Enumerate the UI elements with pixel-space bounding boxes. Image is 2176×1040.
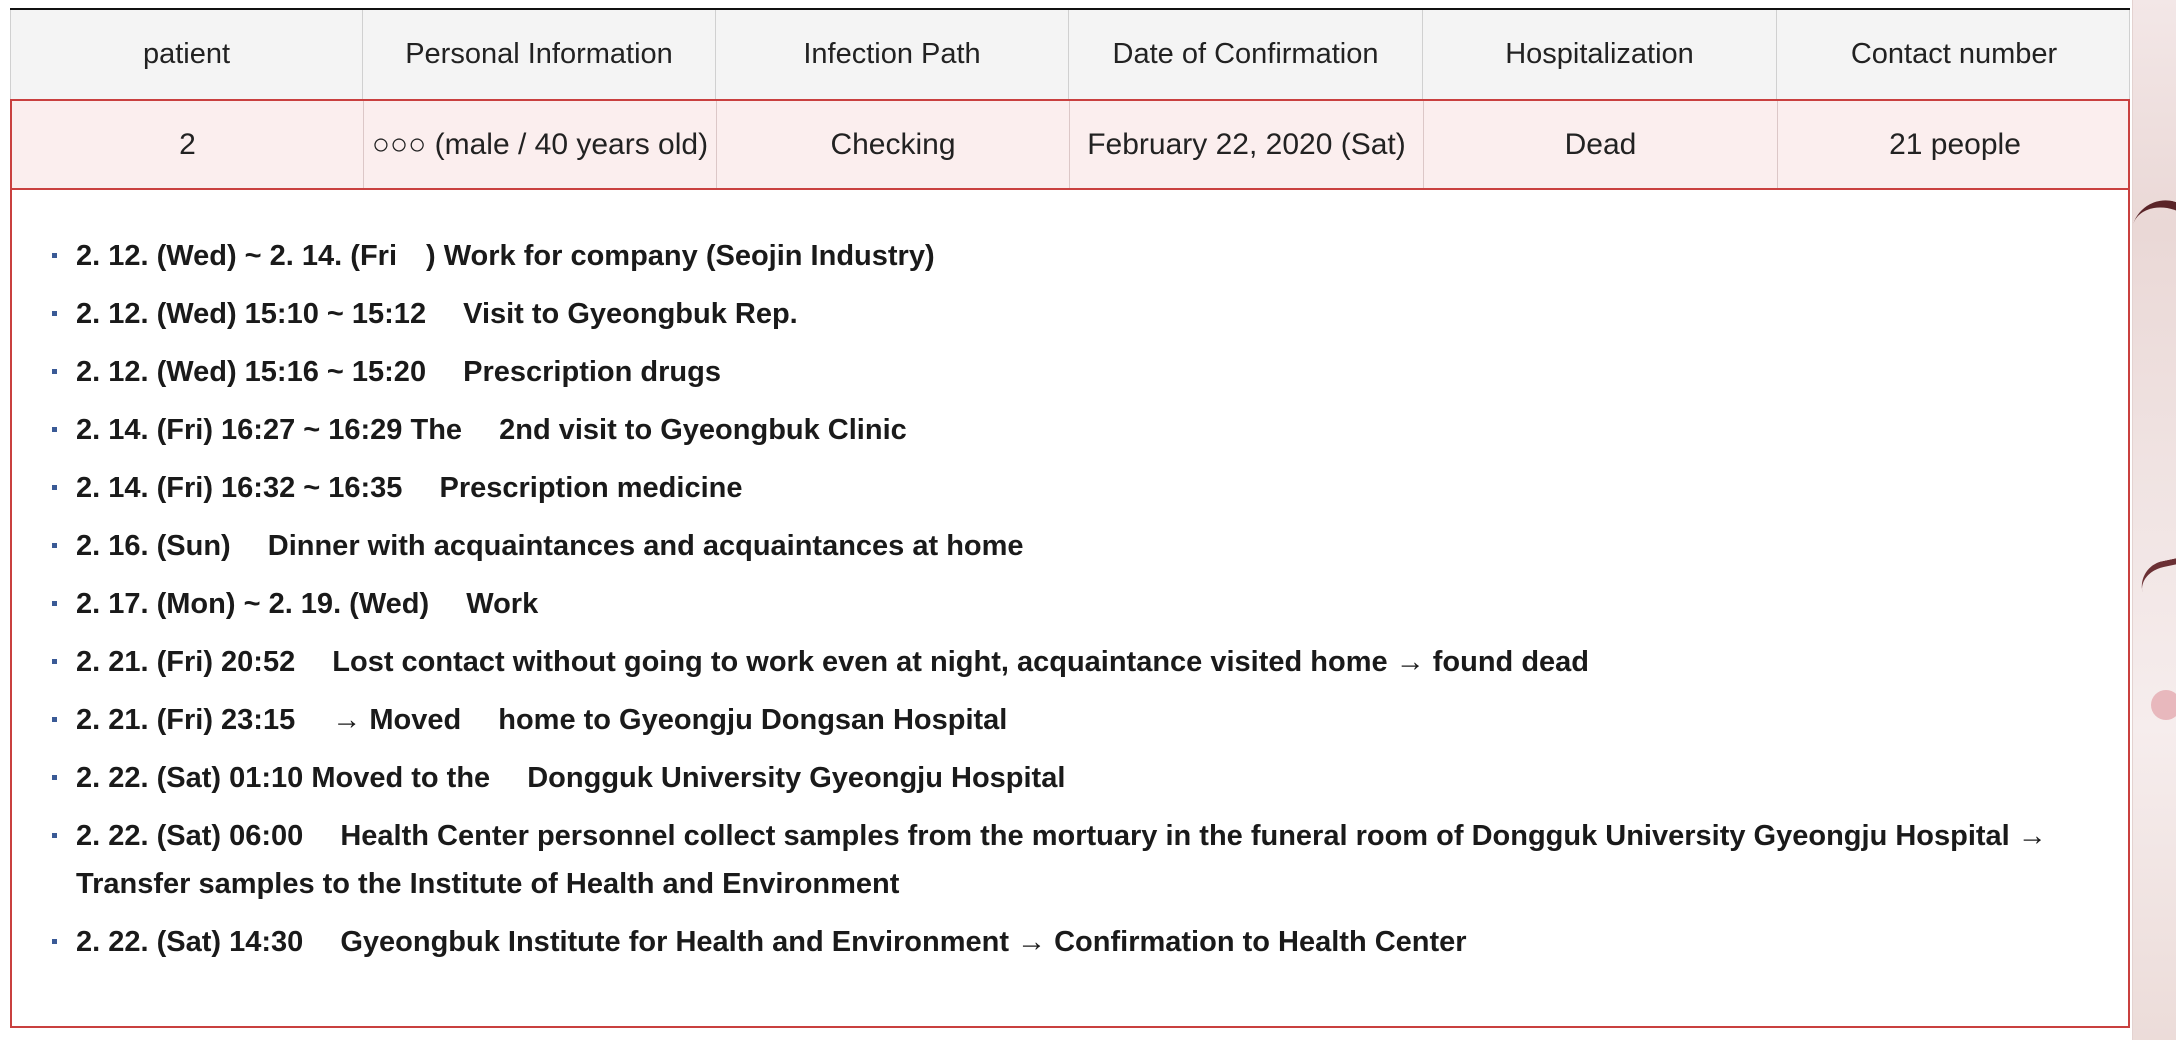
cell-contact-number: 21 people: [1889, 127, 2021, 161]
list-item: [52, 232, 2066, 280]
bullet-icon: [52, 311, 57, 316]
timeline-text: 2. 12. (Wed) ~ 2. 14. (Fri ) Work for company (Seojin Industry): [76, 240, 935, 272]
list-item: [52, 464, 2066, 512]
list-item: [52, 580, 2066, 628]
timeline-text: 2. 17. (Mon) ~ 2. 19. (Wed) Work: [76, 588, 539, 620]
header-hospitalization: Hospitalization: [1423, 10, 1777, 99]
branch-decoration: [2133, 192, 2176, 243]
background-photo-edge: [2132, 0, 2176, 1040]
bullet-icon: [52, 253, 57, 258]
list-item: [52, 754, 2066, 802]
bullet-icon: [52, 601, 57, 606]
timeline-text: 2. 22. (Sat) 06:00 Health Center personnel collect samples from the mortuary in the funeral room of Dongguk University Gyeongju Hospital → Transfer samples to the Institute of Health and Environment: [76, 820, 2047, 900]
header-contact-number: Contact number: [1850, 38, 2058, 70]
bullet-icon: [52, 717, 57, 722]
timeline-text: 2. 22. (Sat) 01:10 Moved to the Dongguk University Gyeongju Hospital: [76, 762, 1066, 794]
header-patient: patient: [11, 10, 363, 99]
cell-hospitalization: Dead: [1424, 101, 1778, 188]
timeline-text: 2. 12. (Wed) 15:16 ~ 15:20 Prescription drugs: [76, 356, 721, 388]
cell-patient: 2: [12, 101, 364, 188]
movement-timeline: [12, 232, 2128, 966]
blossom-decoration: [2151, 690, 2176, 720]
list-item: [52, 696, 2066, 744]
timeline-text: 2. 22. (Sat) 14:30 Gyeongbuk Institute for Health and Environment → Confirmation to Health Center: [76, 926, 1467, 958]
bullet-icon: [52, 369, 57, 374]
timeline-text: 2. 21. (Fri) 23:15 → Moved home to Gyeongju Dongsan Hospital: [76, 704, 1008, 736]
cell-personal-information: ○○○ (male / 40 years old): [364, 101, 717, 188]
header-date-of-confirmation: Date of Confirmation: [1069, 10, 1423, 99]
header-personal-information: Personal Information: [363, 10, 716, 99]
bullet-icon: [52, 775, 57, 780]
list-item: [52, 812, 2066, 908]
table-header-row: [10, 10, 2130, 99]
header-infection-path: Infection Path: [716, 10, 1069, 99]
timeline-text: 2. 21. (Fri) 20:52 Lost contact without going to work even at night, acquaintance visited home → found dead: [76, 646, 1590, 678]
list-item: [52, 522, 2066, 570]
table-row[interactable]: [10, 99, 2130, 190]
bullet-icon: [52, 939, 57, 944]
list-item: [52, 406, 2066, 454]
bullet-icon: [52, 427, 57, 432]
bullet-icon: [52, 659, 57, 664]
list-item: [52, 918, 2066, 966]
cell-infection-path: Checking: [717, 101, 1070, 188]
patient-table: [10, 8, 2130, 1028]
timeline-text: 2. 16. (Sun) Dinner with acquaintances and acquaintances at home: [76, 530, 1024, 562]
bullet-icon: [52, 833, 57, 838]
timeline-text: 2. 14. (Fri) 16:27 ~ 16:29 The 2nd visit to Gyeongbuk Clinic: [76, 414, 907, 446]
list-item: [52, 348, 2066, 396]
cell-date-of-confirmation: February 22, 2020 (Sat): [1070, 101, 1424, 188]
list-item: [52, 638, 2066, 686]
timeline-text: 2. 12. (Wed) 15:10 ~ 15:12 Visit to Gyeongbuk Rep.: [76, 298, 798, 330]
branch-decoration: [2137, 554, 2176, 592]
bullet-icon: [52, 543, 57, 548]
list-item: [52, 290, 2066, 338]
movement-details-panel: [10, 190, 2130, 1028]
timeline-text: 2. 14. (Fri) 16:32 ~ 16:35 Prescription medicine: [76, 472, 743, 504]
bullet-icon: [52, 485, 57, 490]
